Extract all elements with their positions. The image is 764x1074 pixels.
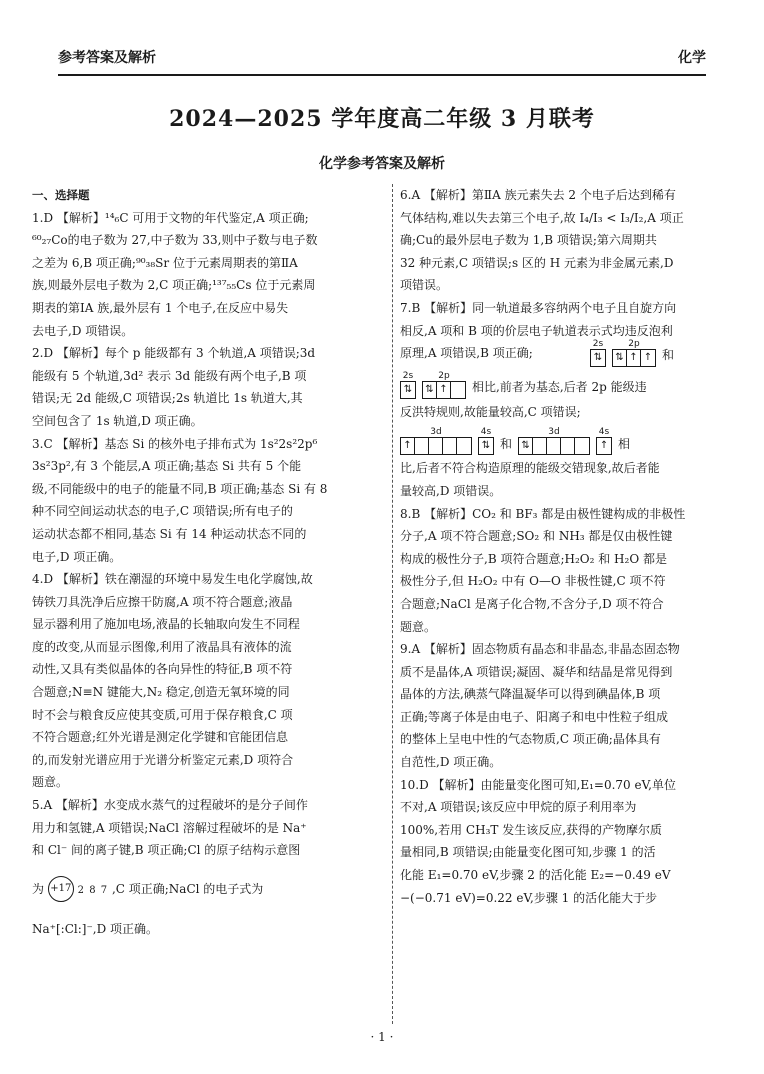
text-line: 合题意;N≡N 键能大,N₂ 稳定,创造无氧环境的同 xyxy=(32,685,290,700)
text-line: 题意。 xyxy=(32,775,69,790)
text-line: 正确;等离子体是由电子、阳离子和电中性粒子组成 xyxy=(400,709,669,724)
column-divider xyxy=(392,184,393,1024)
orbital-label-2s-b: 2s xyxy=(402,370,414,381)
text-line: 种不同空间运动状态的电子,C 项错误;所有电子的 xyxy=(32,504,293,519)
orbital-label-2s: 2s xyxy=(592,338,604,349)
text-line: 能级有 5 个轨道,3d² 表示 3d 能级有两个电子,B 项 xyxy=(32,368,307,383)
text-line: 气体结构,难以失去第三个电子,故 I₄/I₃ < I₃/I₂,A 项正 xyxy=(400,210,684,225)
orbital-row-3 xyxy=(400,425,736,455)
text-line: 5.A 【解析】水变成水蒸气的过程破坏的是分子间作 xyxy=(32,798,308,813)
text-line: 之差为 6,B 项正确;⁹⁰₃₈Sr 位于元素周期表的第ⅡA xyxy=(32,255,298,270)
orbital-3d-group-b: 3d ⇅ xyxy=(518,427,590,455)
text-line: 去电子,D 项错误。 xyxy=(32,323,134,338)
text-line: 和 Cl⁻ 间的离子键,B 项正确;Cl 的原子结构示意图 xyxy=(32,843,301,858)
left-column-lines xyxy=(32,207,384,862)
text-line: 显示器利用了施加电场,液晶的长轴取向发生不同程 xyxy=(32,617,300,632)
text-line: 化能 E₁=0.70 eV,步骤 2 的活化能 E₂=−0.49 eV xyxy=(400,868,671,883)
orbital-4s-group-b: 4s ↑ xyxy=(596,427,612,455)
text-line: 度的改变,从而显示图像,利用了液晶具有液体的流 xyxy=(32,639,292,654)
text-line: 族,则最外层电子数为 2,C 项正确;¹³⁷₅₅Cs 位于元素周 xyxy=(32,278,316,293)
orbital-2p-group: 2p ⇅ ↑ ↑ xyxy=(612,339,656,367)
text-line: 3.C 【解析】基态 Si 的核外电子排布式为 1s²2s²2p⁶ xyxy=(32,436,318,451)
orbital-label-2p-b: 2p xyxy=(438,370,450,381)
orbital-label-3d: 3d xyxy=(430,427,442,438)
text-line: 2.D 【解析】每个 p 能级都有 3 个轨道,A 项错误;3d xyxy=(32,346,316,361)
text-line: 用力和氢键,A 项错误;NaCl 溶解过程破坏的是 Na⁺ xyxy=(32,820,307,835)
text-line: 4.D 【解析】铁在潮湿的环境中易发生电化学腐蚀,故 xyxy=(32,572,313,587)
page-subtitle: 化学参考答案及解析 xyxy=(319,156,445,172)
orbital-label-2p: 2p xyxy=(628,338,640,349)
orbital-and: 和 xyxy=(662,348,675,363)
text-line: 极性分子,但 H₂O₂ 中有 O—O 非极性键,C 项不符 xyxy=(400,574,666,589)
text-line: 反洪特规则,故能量较高,C 项错误; xyxy=(400,404,581,419)
text-line: 7.B 【解析】同一轨道最多容纳两个电子且自旋方向 xyxy=(400,300,677,315)
text-line: 电子,D 项正确。 xyxy=(32,549,122,564)
text-line: 原理,A 项错误,B 项正确; xyxy=(400,346,533,361)
text-line: 晶体的方法,碘蒸气降温凝华可以得到碘晶体,B 项 xyxy=(400,687,661,702)
page-title: 2024—2025 学年度高二年级 3 月联考 xyxy=(169,106,595,132)
orbital-2s-group-b: 2s ⇅ xyxy=(400,371,416,399)
header-left-title: 参考答案及解析 xyxy=(58,50,156,66)
atom-structure-line xyxy=(32,872,384,906)
text-line: 确;Cu的最外层电子数为 1,B 项错误;第六周期共 xyxy=(400,233,657,248)
text-line: 100%,若用 CH₃T 发生该反应,获得的产物摩尔质 xyxy=(400,822,663,837)
left-column xyxy=(32,184,384,940)
nacl-line: Na⁺[:Cl:]⁻,D 项正确。 xyxy=(32,921,159,936)
text-line: 32 种元素,C 项错误;s 区的 H 元素为非金属元素,D xyxy=(400,255,674,270)
orbital-label-4s-b: 4s xyxy=(598,427,610,438)
text-line: 3s²3p²,有 3 个能层,A 项正确;基态 Si 共有 5 个能 xyxy=(32,459,302,474)
text-line: 期表的第ⅠA 族,最外层有 1 个电子,在反应中易失 xyxy=(32,300,289,315)
text-line: 运动状态都不相同,基态 Si 有 14 种运动状态不同的 xyxy=(32,526,307,541)
text-line: −(−0.71 eV)=0.22 eV,步骤 1 的活化能大于步 xyxy=(400,890,658,905)
text-line: 10.D 【解析】由能量变化图可知,E₁=0.70 eV,单位 xyxy=(400,777,676,792)
atom-core-icon: +17 xyxy=(48,876,74,902)
text-line: 空间包含了 1s 轨道,D 项正确。 xyxy=(32,413,203,428)
orbital-2p-group-b: 2p ⇅ ↑ xyxy=(422,371,466,399)
text-line: 项错误。 xyxy=(400,278,449,293)
section-heading: 一、选择题 xyxy=(32,188,90,202)
text-line: 量相同,B 项错误;由能量变化图可知,步骤 1 的活 xyxy=(400,845,656,860)
right-column xyxy=(400,184,736,909)
header-subject: 化学 xyxy=(678,50,706,66)
text-line: 题意。 xyxy=(400,619,437,634)
text-line: 1.D 【解析】¹⁴₆C 可用于文物的年代鉴定,A 项正确; xyxy=(32,210,309,225)
orbital-label-3d-b: 3d xyxy=(548,427,560,438)
orbital-4s-group: 4s ⇅ xyxy=(478,427,494,455)
right-column-lines-c xyxy=(400,457,736,909)
right-column-lines-b xyxy=(400,401,736,424)
text-line: 合题意;NaCl 是离子化合物,不含分子,D 项不符合 xyxy=(400,596,664,611)
atom-prefix: 为 xyxy=(32,881,45,896)
text-line: 构成的极性分子,B 项符合题意;H₂O₂ 和 H₂O 都是 xyxy=(400,551,667,566)
orbital-and-3: 相 xyxy=(618,436,631,451)
page-header xyxy=(58,42,706,76)
text-line: 量较高,D 项错误。 xyxy=(400,483,502,498)
orbital-3d-group: 3d ↑ xyxy=(400,427,472,455)
text-line: ⁶⁰₂₇Co的电子数为 27,中子数为 33,则中子数与电子数 xyxy=(32,233,318,248)
text-line: 时不会与粮食反应使其变质,可用于保存粮食,C 项 xyxy=(32,707,293,722)
text-line: 动性,又具有类似晶体的各向异性的特征,B 项不符 xyxy=(32,662,293,677)
orbital-2s-group: 2s ⇅ xyxy=(590,339,606,367)
page-number: · 1 · xyxy=(370,1030,394,1044)
orbital-label-4s: 4s xyxy=(480,427,492,438)
atom-suffix: ,C 项正确;NaCl 的电子式为 xyxy=(111,881,264,896)
text-line: 级,不同能级中的电子的能量不同,B 项正确;基态 Si 有 8 xyxy=(32,481,328,496)
text-line: 铸铁刀具洗净后应擦干防腐,A 项不符合题意;液晶 xyxy=(32,594,293,609)
text-line: 比,后者不符合构造原理的能级交错现象,故后者能 xyxy=(400,461,660,476)
text-line: 的整体上呈电中性的气态物质,C 项正确;晶体具有 xyxy=(400,732,661,747)
atom-shells: 2 8 7 xyxy=(77,884,109,896)
orbital-and-2: 和 xyxy=(500,436,513,451)
text-line: 不符合题意;红外光谱是测定化学键和官能团信息 xyxy=(32,730,289,745)
text-line: 9.A 【解析】固态物质有晶态和非晶态,非晶态固态物 xyxy=(400,642,680,657)
text-line: 6.A 【解析】第ⅡA 族元素失去 2 个电子后达到稀有 xyxy=(400,188,676,202)
text-line: 8.B 【解析】CO₂ 和 BF₃ 都是由极性键构成的非极性 xyxy=(400,506,686,521)
orbital-compare-text: 相比,前者为基态,后者 2p 能级违 xyxy=(472,380,647,395)
text-line: 的,而发射光谱应用于光谱分析鉴定元素,D 项符合 xyxy=(32,752,294,767)
text-line: 错误;无 2d 能级,C 项错误;2s 轨道比 1s 轨道大,其 xyxy=(32,391,303,406)
text-line: 自范性,D 项正确。 xyxy=(400,755,502,770)
orbital-row-2 xyxy=(400,369,736,399)
text-line: 质不是晶体,A 项错误;凝固、凝华和结晶是常见得到 xyxy=(400,664,673,679)
text-line: 相反,A 项和 B 项的价层电子轨道表示式均违反泡利 xyxy=(400,323,673,338)
text-line: 不对,A 项错误;该反应中甲烷的原子利用率为 xyxy=(400,800,637,815)
text-line: 分子,A 项不符合题意;SO₂ 和 NH₃ 都是仅由极性键 xyxy=(400,529,673,544)
